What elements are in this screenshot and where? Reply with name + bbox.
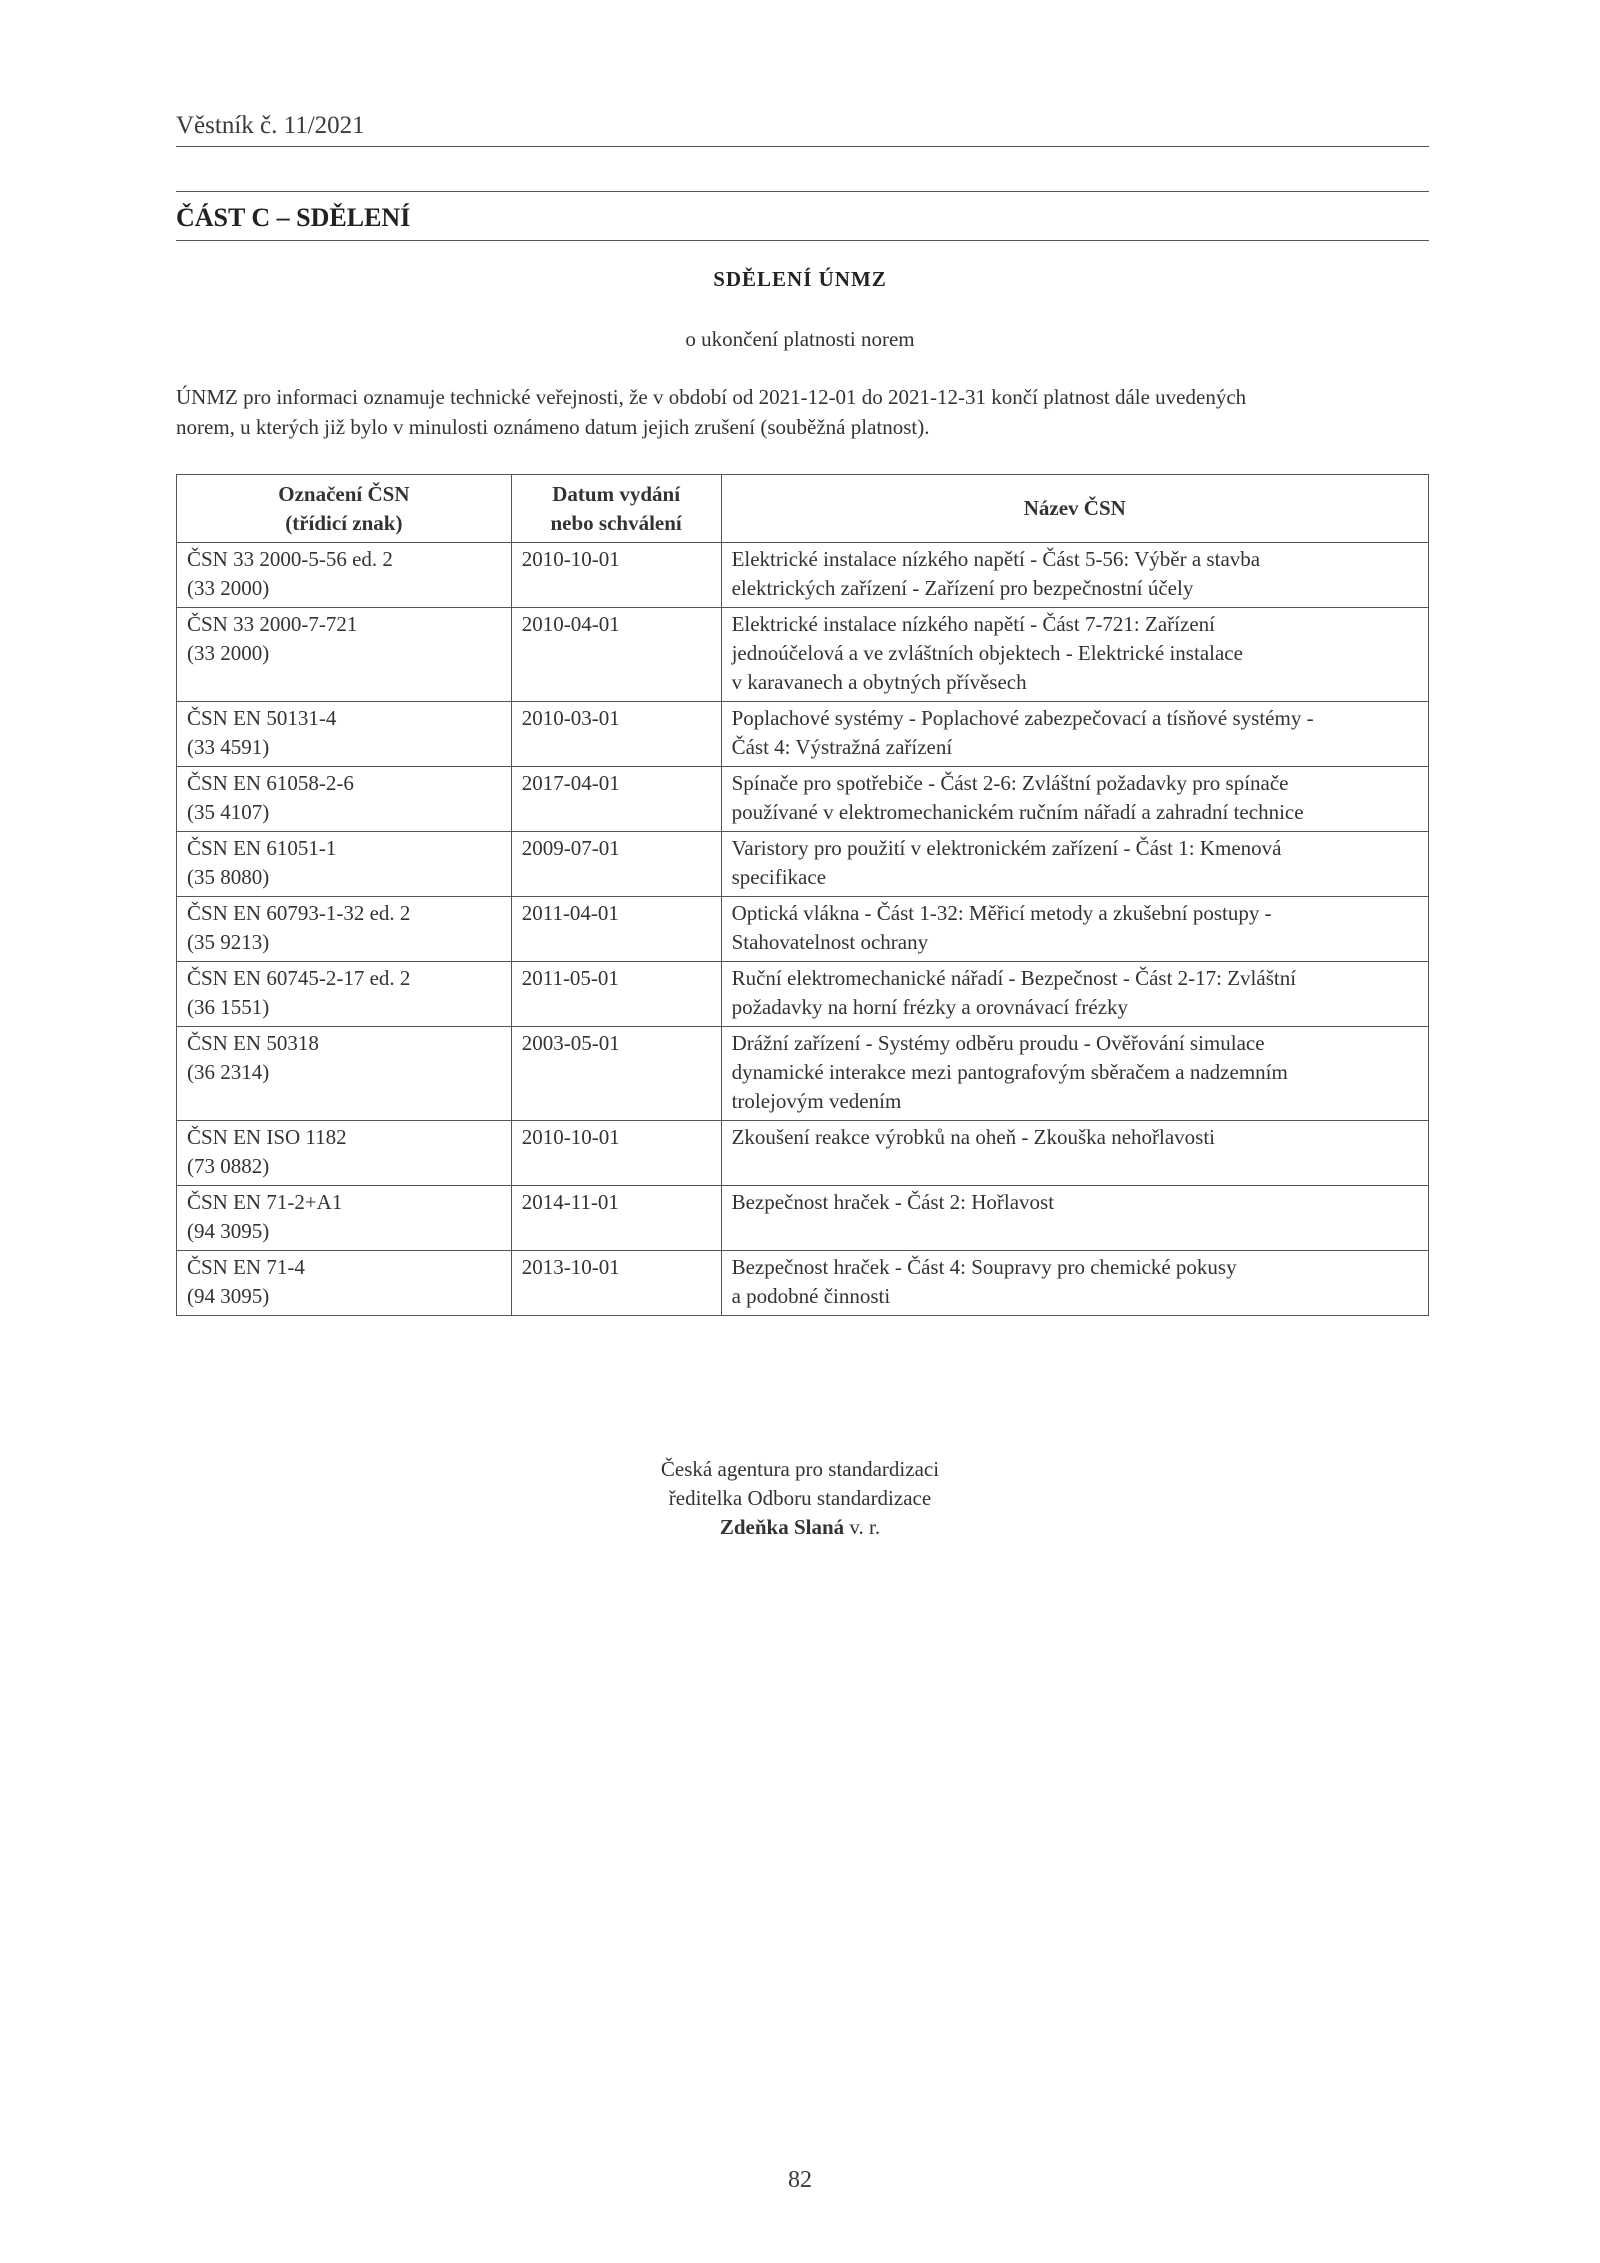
cell-code <box>177 1121 512 1186</box>
code-line: ČSN EN 60793-1-32 ed. 2 <box>187 901 411 925</box>
code-line: (35 8080) <box>187 865 270 889</box>
table-row <box>177 832 1429 897</box>
title-line: Ruční elektromechanické nářadí - Bezpečnost - Část 2-17: Zvláštní <box>731 966 1297 990</box>
cell-title <box>721 1121 1428 1186</box>
section-rule-bottom <box>176 240 1429 241</box>
cell-title <box>721 962 1428 1027</box>
cell-date: 2009-07-01 <box>511 832 721 897</box>
section-rule-top <box>176 191 1429 192</box>
title-line: Varistory pro použití v elektronickém zařízení - Část 1: Kmenová <box>731 836 1282 860</box>
code-line: (33 2000) <box>187 641 270 665</box>
signature-role: ředitelka Odboru standardizace <box>668 1486 932 1510</box>
code-line: ČSN EN 71-4 <box>187 1255 305 1279</box>
notice-subtitle: o ukončení platnosti norem <box>685 327 915 351</box>
title-line: Bezpečnost hraček - Část 2: Hořlavost <box>731 1190 1055 1214</box>
cell-title <box>721 1027 1428 1121</box>
table-body <box>177 543 1429 1316</box>
cell-title <box>721 543 1428 608</box>
cell-title <box>721 1186 1428 1251</box>
cell-title <box>721 767 1428 832</box>
table-row <box>177 543 1429 608</box>
code-line: (33 4591) <box>187 735 270 759</box>
cell-date: 2010-10-01 <box>511 543 721 608</box>
code-line: (35 9213) <box>187 930 270 954</box>
table-row <box>177 897 1429 962</box>
running-header: Věstník č. 11/2021 <box>176 112 365 139</box>
title-line: Drážní zařízení - Systémy odběru proudu - Ověřování simulace <box>731 1031 1265 1055</box>
cell-title <box>721 1251 1428 1316</box>
header-code <box>177 475 512 543</box>
table-row <box>177 1251 1429 1316</box>
table-row <box>177 608 1429 702</box>
cell-code <box>177 608 512 702</box>
title-line: Spínače pro spotřebiče - Část 2-6: Zvláštní požadavky pro spínače <box>731 771 1289 795</box>
title-line: jednoúčelová a ve zvláštních objektech - Elektrické instalace <box>731 641 1243 665</box>
title-line: Zkoušení reakce výrobků na oheň - Zkouška nehořlavosti <box>731 1125 1216 1149</box>
signature-block <box>0 1455 1600 1542</box>
header-date-line: nebo schválení <box>550 510 682 535</box>
table-row <box>177 767 1429 832</box>
cell-date: 2017-04-01 <box>511 767 721 832</box>
signature-name: Zdeňka Slaná <box>719 1515 845 1539</box>
cell-date: 2013-10-01 <box>511 1251 721 1316</box>
cell-code <box>177 1186 512 1251</box>
cell-title <box>721 832 1428 897</box>
cell-date: 2010-03-01 <box>511 702 721 767</box>
code-line: ČSN EN 50131-4 <box>187 706 337 730</box>
code-line: ČSN 33 2000-5-56 ed. 2 <box>187 547 393 571</box>
cell-code <box>177 767 512 832</box>
notice-title: SDĚLENÍ ÚNMZ <box>713 267 887 291</box>
intro-line: ÚNMZ pro informaci oznamuje technické veřejnosti, že v období od 2021-12-01 do 2021-12-31 končí platnost dále uvedených <box>176 385 1247 409</box>
code-line: (33 2000) <box>187 576 270 600</box>
code-line: (36 1551) <box>187 995 270 1019</box>
title-line: Stahovatelnost ochrany <box>731 930 929 954</box>
title-line: dynamické interakce mezi pantografovým sběračem a nadzemním <box>731 1060 1288 1084</box>
standards-table <box>176 474 1429 1316</box>
cell-date: 2010-10-01 <box>511 1121 721 1186</box>
title-line: trolejovým vedením <box>731 1089 902 1113</box>
code-line: ČSN EN ISO 1182 <box>187 1125 347 1149</box>
code-line: (94 3095) <box>187 1219 270 1243</box>
signature-org: Česká agentura pro standardizaci <box>660 1457 940 1481</box>
cell-date: 2003-05-01 <box>511 1027 721 1121</box>
cell-title <box>721 608 1428 702</box>
table-row <box>177 702 1429 767</box>
code-line: (94 3095) <box>187 1284 270 1308</box>
title-line: Část 4: Výstražná zařízení <box>731 735 953 759</box>
part-title: ČÁST C – SDĚLENÍ <box>176 203 411 232</box>
intro-line: norem, u kterých již bylo v minulosti oznámeno datum jejich zrušení (souběžná platnost). <box>176 415 930 439</box>
cell-date: 2011-04-01 <box>511 897 721 962</box>
header-name <box>721 475 1428 543</box>
title-line: používané v elektromechanickém ručním nářadí a zahradní technice <box>731 800 1304 824</box>
header-name-line: Název ČSN <box>1023 496 1126 520</box>
header-date-line: Datum vydání <box>552 481 681 506</box>
title-line: elektrických zařízení - Zařízení pro bezpečnostní účely <box>731 576 1194 600</box>
code-line: ČSN EN 71-2+A1 <box>187 1190 343 1214</box>
page-number: 82 <box>788 2167 812 2193</box>
header-rule <box>176 146 1429 147</box>
code-line: (73 0882) <box>187 1154 270 1178</box>
header-code-line: (třídicí znak) <box>285 510 403 535</box>
table-row <box>177 1027 1429 1121</box>
cell-title <box>721 702 1428 767</box>
title-line: Optická vlákna - Část 1-32: Měřicí metody a zkušební postupy - <box>731 901 1272 925</box>
code-line: ČSN 33 2000-7-721 <box>187 612 358 636</box>
code-line: ČSN EN 61051-1 <box>187 836 337 860</box>
title-line: Elektrické instalace nízkého napětí - Část 7-721: Zařízení <box>731 612 1215 636</box>
cell-title <box>721 897 1428 962</box>
intro-paragraph <box>176 382 1429 442</box>
cell-code <box>177 543 512 608</box>
code-line: (36 2314) <box>187 1060 270 1084</box>
title-line: Poplachové systémy - Poplachové zabezpečovací a tísňové systémy - <box>731 706 1314 730</box>
code-line: (35 4107) <box>187 800 270 824</box>
cell-code <box>177 832 512 897</box>
cell-date: 2014-11-01 <box>511 1186 721 1251</box>
title-line: požadavky na horní frézky a orovnávací frézky <box>731 995 1129 1019</box>
table-row <box>177 1121 1429 1186</box>
table-row <box>177 1186 1429 1251</box>
cell-code <box>177 1251 512 1316</box>
cell-date: 2011-05-01 <box>511 962 721 1027</box>
title-line: a podobné činnosti <box>731 1284 891 1308</box>
table-row <box>177 962 1429 1027</box>
header-code-line: Označení ČSN <box>278 481 410 506</box>
signature-line <box>0 1513 1600 1542</box>
cell-code <box>177 962 512 1027</box>
code-line: ČSN EN 60745-2-17 ed. 2 <box>187 966 411 990</box>
title-line: v karavanech a obytných přívěsech <box>731 670 1027 694</box>
code-line: ČSN EN 61058-2-6 <box>187 771 354 795</box>
title-line: specifikace <box>731 865 827 889</box>
cell-code <box>177 702 512 767</box>
title-line: Elektrické instalace nízkého napětí - Část 5-56: Výběr a stavba <box>731 547 1261 571</box>
cell-code <box>177 1027 512 1121</box>
signature-suffix: v. r. <box>844 1515 881 1539</box>
cell-code <box>177 897 512 962</box>
cell-date: 2010-04-01 <box>511 608 721 702</box>
table-header-row <box>177 475 1429 543</box>
code-line: ČSN EN 50318 <box>187 1031 319 1055</box>
title-line: Bezpečnost hraček - Část 4: Soupravy pro chemické pokusy <box>731 1255 1237 1279</box>
header-date <box>511 475 721 543</box>
